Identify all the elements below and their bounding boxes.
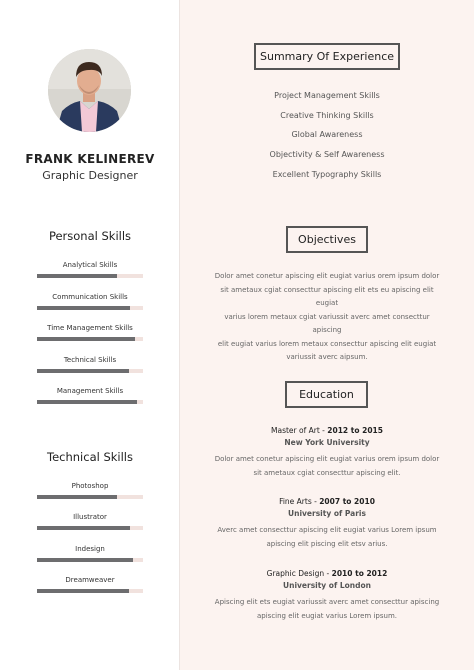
skill-bar-track (37, 589, 143, 593)
skill-bar-fill (37, 274, 117, 278)
skill-bar-track (37, 526, 143, 530)
skill-label: Analytical Skills (62, 261, 118, 269)
degree-separator: - (324, 569, 332, 578)
education-heading-box (285, 381, 368, 408)
skill-bar-track (37, 495, 143, 499)
skill-label: Technical Skills (63, 355, 117, 364)
degree-separator: - (319, 426, 328, 435)
skill-item (37, 261, 143, 270)
skill-label: Illustrator (73, 513, 107, 522)
text-line: varius lorem metaux cgiat variussit averc amet consecttur apiscing (224, 312, 430, 334)
skill-item (37, 293, 143, 302)
skill-bar-fill (37, 526, 130, 530)
skill-label: Management Skills (56, 387, 124, 395)
skill-bar-fill (37, 495, 117, 499)
text-line: elit eugiat varius lorem metaux consecttur apiscing elit eugiat (217, 339, 437, 348)
skill-item (37, 576, 143, 585)
skill-item (37, 513, 143, 522)
summary-heading: Summary Of Experience (259, 50, 395, 63)
summary-item: Objectivity & Self Awareness (269, 150, 385, 160)
text-line: variussit averc aipsum. (286, 353, 368, 361)
skill-item (37, 387, 143, 396)
degree-name: Graphic Design (266, 569, 325, 578)
school-name: New York University (284, 438, 370, 447)
skill-bar-track (37, 306, 143, 310)
summary-item: Global Awareness (291, 130, 363, 140)
text-line: Apiscing elit ets eugiat variussit averc amet consecttur apiscing (214, 598, 440, 606)
skill-bar-fill (37, 400, 137, 404)
summary-heading-box (254, 43, 400, 70)
skill-label: Indesign (75, 544, 105, 553)
degree-years: 2012 to 2015 (327, 426, 383, 435)
skill-label: Photoshop (71, 482, 109, 490)
skill-label: Communication Skills (52, 292, 128, 301)
education-description (210, 524, 444, 551)
degree-line (180, 497, 474, 506)
summary-item: Excellent Typography Skills (272, 169, 382, 179)
degree-years: 2010 to 2012 (331, 569, 388, 578)
person-name: FRANK KELINEREV (25, 152, 155, 166)
text-line: Averc amet consecttur apiscing elit eugiat varius Lorem ipsum (217, 526, 437, 534)
objectives-paragraph (210, 270, 444, 365)
skill-bar-fill (37, 558, 133, 562)
degree-line (180, 569, 474, 578)
skill-item (37, 356, 143, 365)
skill-bar-track (37, 558, 143, 562)
skill-bar-fill (37, 589, 129, 593)
person-role: Graphic Designer (42, 169, 138, 182)
portrait-photo (48, 49, 131, 132)
text-line: Dolor amet conetur apiscing elit eugiat varius orem ipsum dolor (214, 272, 440, 280)
skill-label: Dreamweaver (65, 575, 115, 584)
skill-bar-fill (37, 306, 130, 310)
objectives-heading-box (286, 226, 368, 253)
technical-skills-title: Technical Skills (47, 450, 133, 464)
text-line: apiscing elit piscing elit etsv arius. (266, 539, 388, 548)
objectives-heading: Objectives (298, 233, 356, 246)
skill-item (37, 482, 143, 491)
degree-line (180, 426, 474, 435)
text-line: sit ametaux cgiat consecttur apiscing elit ets eu apiscing elit eugiat (220, 285, 434, 307)
skill-item (37, 545, 143, 554)
summary-item: Creative Thinking Skills (280, 110, 374, 120)
skill-bar-track (37, 369, 143, 373)
skill-item (37, 324, 143, 333)
text-line: Dolor amet conetur apiscing elit eugiat varius orem ipsum dolor (214, 455, 440, 463)
text-line: apiscing elit eugiat varius Lorem ipsum. (257, 611, 397, 620)
skill-bar-track (37, 337, 143, 341)
degree-name: Fine Arts (279, 497, 312, 506)
personal-skills-title: Personal Skills (48, 229, 132, 243)
degree-name: Master of Art (271, 426, 320, 435)
degree-years: 2007 to 2010 (319, 497, 375, 506)
text-line: sit ametaux cgiat consecttur apiscing elit. (253, 468, 401, 477)
avatar (48, 49, 131, 132)
skill-bar-fill (37, 337, 135, 341)
degree-separator: - (311, 497, 320, 506)
education-heading: Education (299, 388, 354, 401)
skill-label: Time Management Skills (47, 324, 133, 332)
education-description (210, 596, 444, 623)
skill-bar-fill (37, 369, 129, 373)
school-name: University of Paris (288, 509, 366, 518)
skill-bar-track (37, 274, 143, 278)
school-name: University of London (283, 581, 371, 590)
education-description (210, 453, 444, 480)
skill-bar-track (37, 400, 143, 404)
summary-item: Project Management Skills (274, 91, 380, 100)
